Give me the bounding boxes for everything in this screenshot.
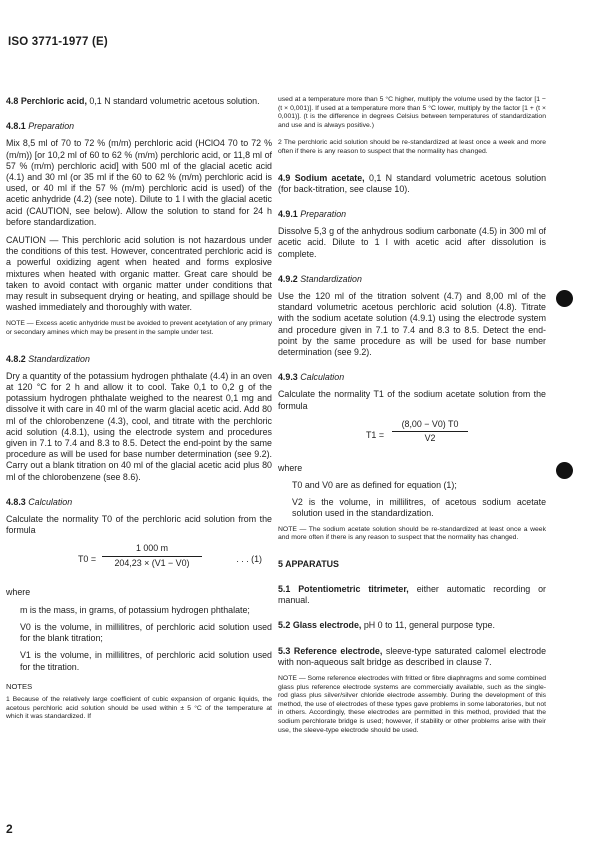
- variable-definition: m is the mass, in grams, of potassium hydrogen phthalate;: [20, 604, 250, 615]
- subsection-heading: [6, 121, 272, 132]
- formula-numerator: 1 000 m: [102, 543, 202, 556]
- section-5-1: [278, 584, 546, 606]
- standardization-paragraph: Use the 120 ml of the titration solvent (4.7) and 8,00 ml of the standard volumetric acetous perchloric acid solution (4.8). Titrate with the sodium acetate solution (4.9.1) using the electrode system and procedure given in 7.1 to 7.4 and 8.3 to 8.5. Detect the end-point by the same procedure as will be used for base number determination (see 9.2).: [278, 290, 546, 357]
- note-2: 2 The perchloric acid solution should be re-standardized at least once a week and more often if there is any reason to suspect that the normality has changed.: [278, 139, 546, 155]
- right-column: [278, 96, 546, 744]
- section-number: 4.9: [278, 172, 291, 183]
- formula-denominator: 204,23 × (V1 − V0): [114, 557, 190, 568]
- document-header: ISO 3771-1977 (E): [8, 36, 108, 48]
- caution-paragraph: CAUTION — This perchloric acid solution is not hazardous under the conditions of this test. However, concentrated perchloric acid is a powerful oxidizing agent when heated and forms explosive mixtures when heated with organic matter. Great care should be taken to avoid contact with organic matter under conditions that may result in subsequent drying or heating, and spillage should be washed immediately and thoroughly with water.: [6, 235, 272, 313]
- subsection-heading: [278, 372, 546, 383]
- subsection-number: 4.8.1: [6, 121, 26, 132]
- calculation-paragraph: Calculate the normality T1 of the sodium acetate solution from the formula: [278, 389, 546, 411]
- standardization-paragraph: Dry a quantity of the potassium hydrogen phthalate (4.4) in an oven at 120 °C for 2 h and allow it to cool. Take 0,1 to 0,2 g of the potassium hydrogen phthalate weighed to the nearest 0,1 mg and dissolve it with care in 40 ml of the warm glacial acetic acid. Add 80 ml of the chlorobenzene (4.3), cool, and titrate with the perchloric acid solution (4.8.1), using the electrode system and procedures given in 7.1 to 7.4 and 8.3 to 8.5. Detect the end-point by the same procedure as will be used for base number determination (see 9.2). Carry out a blank titration on 40 ml of the glacial acetic acid plus 80 ml of the chlorobenzene (see 8.6).: [6, 370, 272, 482]
- where-label: where: [278, 462, 303, 473]
- reference-electrode-note: NOTE — Some reference electrodes with fritted or fibre diaphragms and some combined glass plus reference electrode systems are commercially available, such as the single-rod glass plus silver/silver chloride electrode assembly. During the development of this method, the use of electrodes of these types gave problems in some laboratories, but not in others. Accordingly, these electrodes are permitted in this method, provided that the sodium perchlorate bridge is used; however, if stability or other problems arise with their use, the sleeve-type electrode should be used.: [278, 675, 546, 734]
- section-4-8: [6, 96, 272, 107]
- formula-numerator: (8,00 − V0) T0: [392, 419, 468, 432]
- calculation-paragraph: Calculate the normality T0 of the perchloric acid solution from the formula: [6, 514, 272, 536]
- section-text: sleeve-type saturated calomel electrode with non-aqueous salt bridge as described in clause 7.: [278, 645, 547, 667]
- section-text: 0,1 N standard volumetric acetous solution (for back-titration, see clause 10).: [278, 172, 547, 194]
- margin-mark-dot: [556, 462, 573, 479]
- section-number: 4.8: [6, 96, 19, 106]
- margin-mark-dot: [556, 290, 573, 307]
- subsection-title: Preparation: [28, 121, 75, 132]
- subsection-heading: [278, 209, 546, 220]
- section-5-3: [278, 646, 546, 668]
- notes-label: NOTES: [6, 681, 33, 691]
- section-text: pH 0 to 11, general purpose type.: [363, 620, 495, 631]
- subsection-title: Preparation: [300, 208, 347, 219]
- formula-fraction: [102, 543, 202, 568]
- section-title: Potentiometric titrimeter,: [298, 584, 409, 595]
- equation-number: . . . (1): [236, 554, 262, 565]
- subsection-title: Standardization: [28, 353, 90, 364]
- subsection-number: 4.9.3: [278, 372, 298, 383]
- section-number: 5.3: [278, 645, 291, 656]
- formula-lhs: T0 =: [78, 554, 97, 565]
- section-text: 0,1 N standard volumetric acetous solution.: [89, 96, 260, 106]
- acetic-anhydride-note: NOTE — Excess acetic anhydride must be avoided to prevent acetylation of any primary or secondary amines which may be present in the sample under test.: [6, 320, 272, 337]
- variable-definition: V1 is the volume, in millilitres, of perchloric acid solution used for the titration.: [20, 650, 272, 672]
- note-1: 1 Because of the relatively large coefficient of cubic expansion of organic liquids, the acetous perchloric acid solution should be used within ± 5 °C of the temperature at which it was standardized. If: [6, 695, 272, 721]
- formula-1: [6, 543, 272, 579]
- left-column: [6, 96, 272, 731]
- section-number: 5.1: [278, 584, 291, 595]
- section-4-9: [278, 173, 546, 195]
- variable-definition: V0 is the volume, in millilitres, of perchloric acid solution used for the blank titration;: [20, 621, 272, 644]
- section-title: Reference electrode,: [293, 645, 383, 656]
- subsection-title: Calculation: [300, 372, 345, 383]
- formula-2: [278, 419, 546, 455]
- variable-definition: V2 is the volume, in millilitres, of acetous sodium acetate solution used in the standardization.: [292, 497, 546, 519]
- page-number: 2: [6, 822, 13, 836]
- subsection-title: Standardization: [300, 273, 362, 284]
- note-1-continued: used at a temperature more than 5 °C higher, multiply the volume used by the factor [1 − (t × 0,001)]. If used at a temperature more than 5 °C lower, multiply by the factor [1 + (t × 0,001)]. (t is the difference in degrees Celsius between temperatures of standardization and use and is always positive.): [278, 96, 546, 129]
- apparatus-heading: 5 APPARATUS: [278, 558, 339, 569]
- section-number: 5.2: [278, 620, 291, 631]
- section-title: Perchloric acid,: [20, 96, 87, 106]
- sodium-acetate-note: NOTE — The sodium acetate solution should be re-standardized at least once a week and more often if there is any reason to suspect that the normality has changed.: [278, 525, 546, 542]
- subsection-number: 4.8.2: [6, 353, 26, 364]
- subsection-number: 4.9.1: [278, 208, 298, 219]
- formula-lhs: T1 =: [366, 429, 385, 440]
- preparation-paragraph: Mix 8,5 ml of 70 to 72 % (m/m) perchloric acid (HClO4 70 to 72 % (m/m)) [or 10,2 ml of 60 to 62 % (m/m) perchloric acid, or 11,8 ml of 57 % (m/m) perchloric acid] with 500 ml of the glacial acetic acid (4.1) and 30 ml (or 35 ml if the 60 to 62 % (m/m) perchloric acid is used, or 40 ml if the 57 % (m/m) perchloric acid is used) of the acetic anhydride (4.2) (see note). Dilute to 1 l with the glacial acetic acid (CAUTION, see below). Allow the solution to stand for 24 h before standardization.: [6, 138, 272, 227]
- subsection-heading: [6, 354, 272, 365]
- formula-denominator: V2: [424, 433, 436, 444]
- subsection-heading: [278, 274, 546, 285]
- subsection-heading: [6, 497, 272, 508]
- where-label: where: [6, 587, 31, 598]
- subsection-title: Calculation: [28, 496, 73, 507]
- section-title: Sodium acetate,: [294, 172, 365, 183]
- section-5-2: [278, 620, 546, 631]
- variable-definition: T0 and V0 are as defined for equation (1);: [292, 480, 457, 491]
- subsection-number: 4.9.2: [278, 273, 298, 284]
- preparation-paragraph: Dissolve 5,3 g of the anhydrous sodium carbonate (4.5) in 300 ml of acetic acid. Dilute to 1 l with acetic acid after dissolution is complete.: [278, 226, 546, 259]
- subsection-number: 4.8.3: [6, 496, 26, 507]
- section-title: Glass electrode,: [292, 620, 362, 631]
- section-text: either automatic recording or manual.: [278, 584, 547, 606]
- formula-fraction: [392, 419, 468, 444]
